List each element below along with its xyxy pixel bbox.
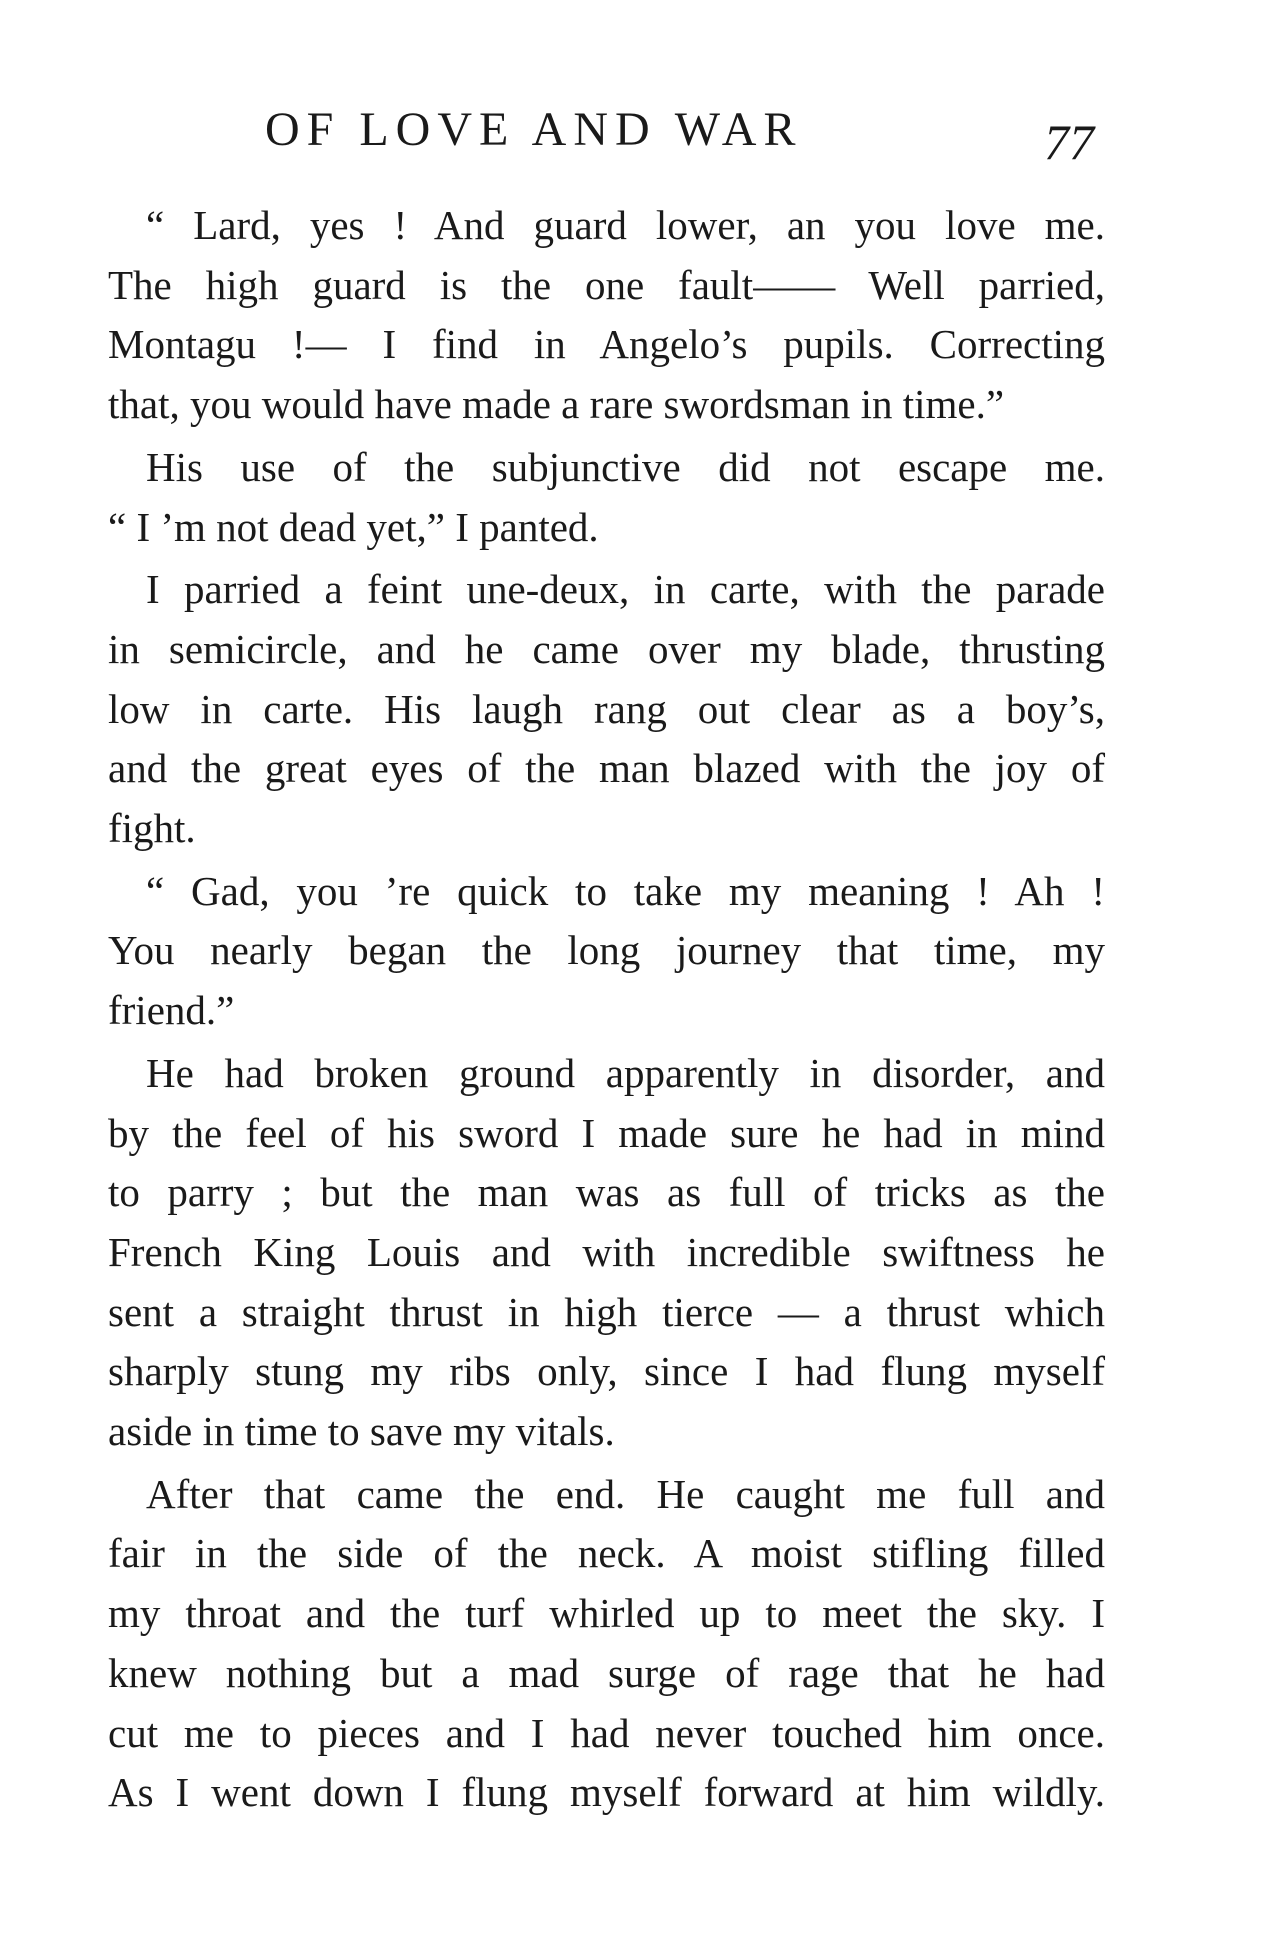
text-line: friend.” [108, 987, 235, 1034]
running-title: OF LOVE AND WAR [265, 103, 803, 156]
text-line: fight. [108, 805, 196, 852]
text-line: “ Lard, yes ! And guard lower, an you love me. [146, 202, 1105, 248]
text-line: fair in the side of the neck. A moist stifling filled [108, 1530, 1105, 1577]
text-line: that, you would have made a rare swordsman in time.” [108, 381, 1005, 428]
text-line: After that came the end. He caught me full and [146, 1470, 1105, 1517]
text-line: to parry ; but the man was as full of tricks as the [108, 1169, 1105, 1216]
text-line: by the feel of his sword I made sure he had in mind [108, 1109, 1105, 1156]
text-line: my throat and the turf whirled up to meet the sky. I [108, 1590, 1105, 1637]
text-line: low in carte. His laugh rang out clear as a boy’s, [108, 685, 1105, 732]
paragraph [108, 1044, 1105, 1462]
text-line: sharply stung my ribs only, since I had flung myself [108, 1348, 1105, 1395]
text-line: aside in time to save my vitals. [108, 1408, 615, 1455]
text-line: French King Louis and with incredible swiftness he [108, 1228, 1105, 1275]
paragraph [108, 1465, 1105, 1823]
paragraph [108, 196, 1105, 435]
text-line: You nearly began the long journey that time, my [108, 927, 1105, 974]
text-line: “ Gad, you ’re quick to take my meaning ! Ah ! [146, 867, 1105, 914]
paragraph [108, 560, 1105, 859]
text-line: The high guard is the one fault—— Well parried, [108, 261, 1105, 308]
page-number: 77 [1044, 114, 1094, 170]
text-line: As I went down I flung myself forward at him wildly. [108, 1769, 1105, 1816]
text-line: Montagu !— I find in Angelo’s pupils. Correcting [108, 321, 1105, 368]
text-line: in semicircle, and he came over my blade, thrusting [108, 625, 1105, 672]
text-line: He had broken ground apparently in disorder, and [146, 1049, 1105, 1096]
paragraph [108, 862, 1105, 1041]
text-line: knew nothing but a mad surge of rage that he had [108, 1649, 1105, 1696]
text-line: sent a straight thrust in high tierce — a thrust which [108, 1288, 1105, 1335]
page-header [0, 100, 1262, 180]
text-line: cut me to pieces and I had never touched him once. [108, 1709, 1105, 1756]
body-text [108, 196, 1105, 1826]
text-line: I parried a feint une-deux, in carte, with the parade [146, 566, 1105, 613]
text-line: “ I ’m not dead yet,” I panted. [108, 503, 599, 550]
text-line: and the great eyes of the man blazed with the joy of [108, 745, 1105, 792]
paragraph [108, 438, 1105, 557]
text-line: His use of the subjunctive did not escape me. [146, 443, 1105, 490]
